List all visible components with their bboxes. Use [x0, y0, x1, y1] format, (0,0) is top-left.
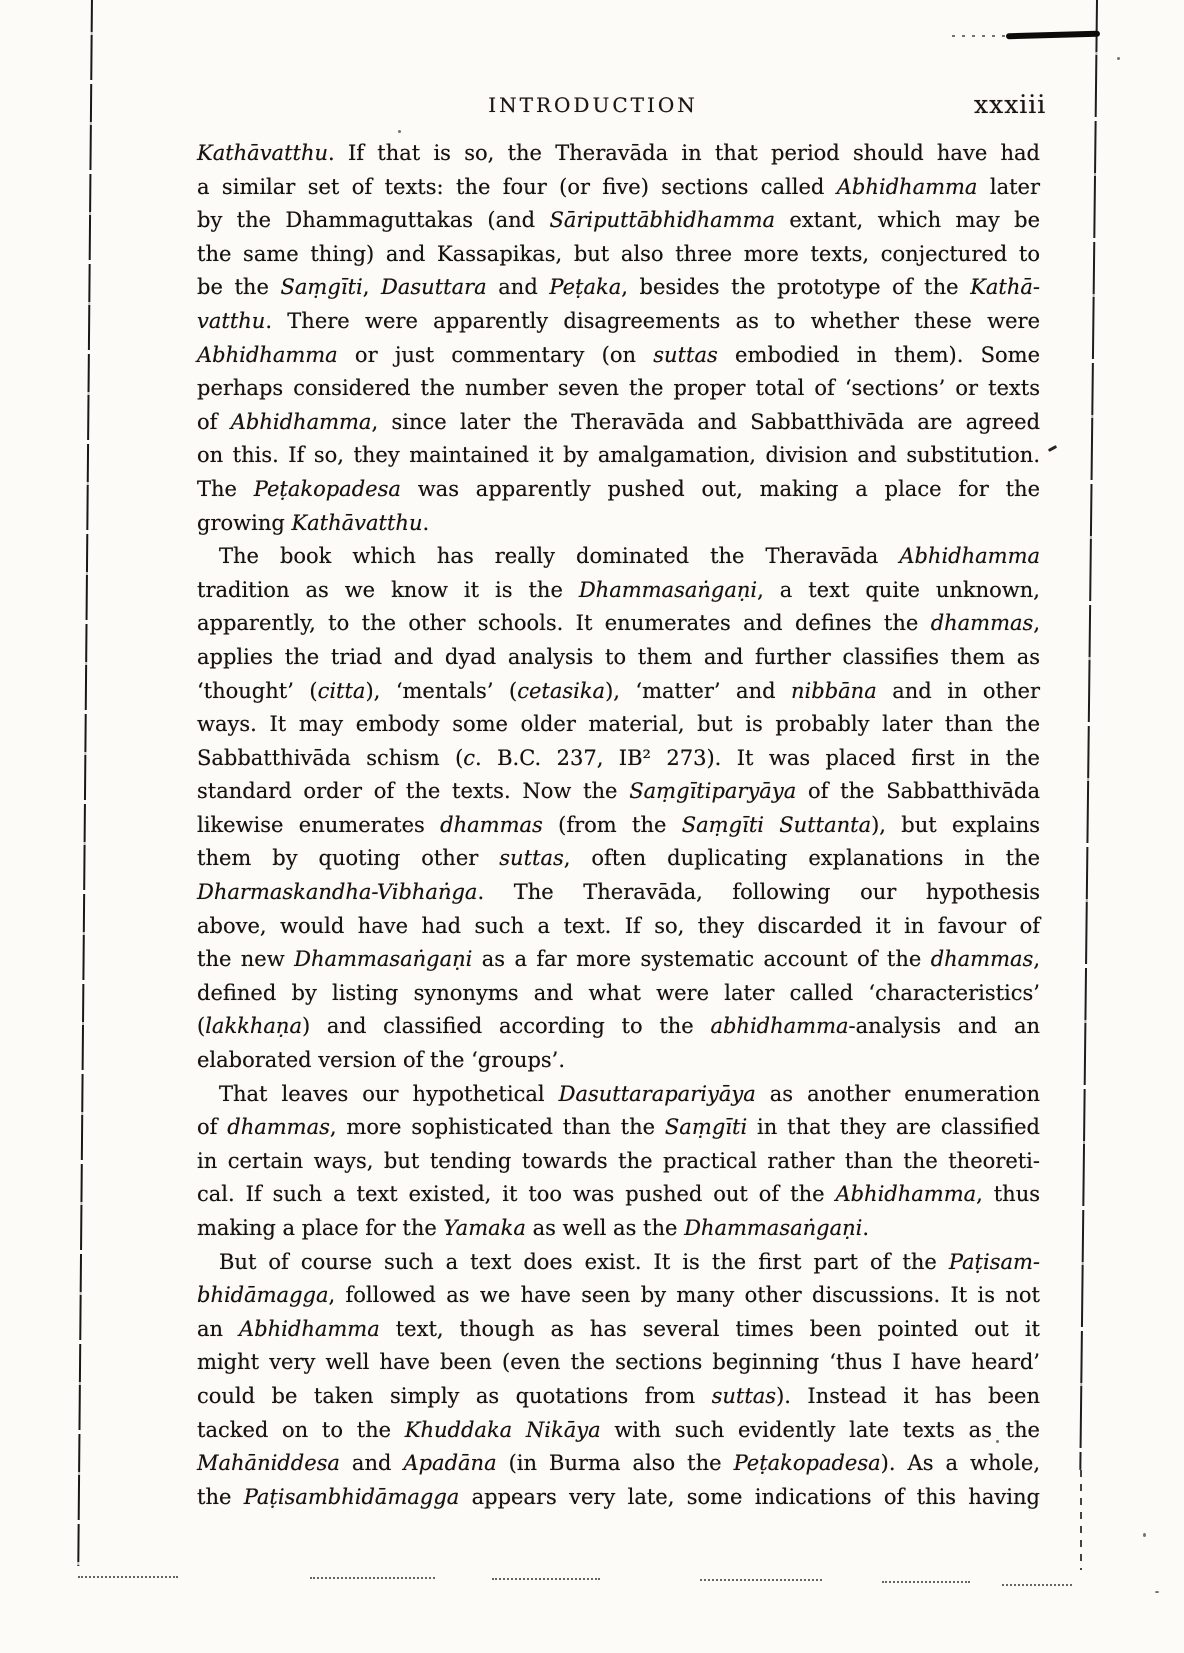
text-segment: and: [339, 1451, 404, 1476]
text-segment: elaborated version of the ‘groups’.: [197, 1048, 566, 1073]
text-line: [197, 1447, 1040, 1481]
text-line: [197, 137, 1040, 171]
text-line: [197, 1212, 1040, 1246]
text-segment: in that they are classified: [747, 1115, 1041, 1140]
text-line: [197, 1414, 1040, 1448]
page-number: xxxiii: [974, 90, 1047, 119]
text-segment: above, would have had such a text. If so, they discarded it in favour of: [197, 913, 1040, 938]
text-segment: , more sophisticated than the: [329, 1115, 665, 1140]
text-segment: perhaps considered the number seven the proper total of ‘sections’ or texts: [197, 376, 1040, 401]
italic-text-segment: abhidhamma: [710, 1014, 849, 1039]
paragraph: [197, 137, 1040, 540]
italic-text-segment: Abhidhamma: [899, 544, 1040, 569]
dash-segment: [492, 1578, 600, 1580]
text-segment: ), but explains: [871, 812, 1040, 837]
text-segment: as well as the: [525, 1216, 685, 1240]
text-line: [197, 775, 1040, 809]
italic-text-segment: suttas: [499, 846, 564, 871]
italic-text-segment: Abhidhamma: [230, 409, 372, 434]
italic-text-segment: lakkhaṇa: [205, 1014, 302, 1039]
dash-segment: [78, 1576, 178, 1578]
text-line: [197, 1145, 1040, 1179]
italic-text-segment: Abhidhamma: [197, 342, 338, 367]
text-line: [197, 1044, 1040, 1078]
text-segment: with such evidently late texts as the: [600, 1417, 1040, 1442]
text-segment: tradition as we know it is the: [197, 577, 579, 602]
text-line: [197, 305, 1040, 339]
text-segment: . B.C. 237, IB² 273). It was placed first in the: [475, 745, 1040, 770]
text-segment: Sabbatthivāda schism (: [197, 745, 464, 770]
text-segment: . The Theravāda, following our hypothesis: [477, 880, 1040, 905]
text-line: [197, 238, 1040, 272]
text-line: [197, 1010, 1040, 1044]
text-segment: (: [197, 1014, 206, 1039]
scan-speck: [1155, 1591, 1159, 1593]
text-segment: be the: [197, 275, 281, 300]
italic-text-segment: Saṃgīti Suttanta: [681, 812, 872, 837]
italic-text-segment: cetasika: [517, 678, 606, 703]
scan-speck: [398, 130, 401, 133]
text-line: [197, 1481, 1040, 1515]
text-segment: tacked on to the: [197, 1417, 405, 1442]
italic-text-segment: Peṭakopadesa: [733, 1451, 881, 1476]
dash-segment: [310, 1577, 435, 1579]
text-segment: them by quoting other: [197, 846, 500, 871]
scan-speck: [1143, 1533, 1146, 1537]
text-line: [197, 708, 1040, 742]
text-segment: ), ‘matter’ and: [605, 678, 792, 703]
text-line: [197, 171, 1040, 205]
text-segment: growing: [197, 510, 292, 535]
running-header-title: INTRODUCTION: [488, 93, 698, 117]
text-segment: might very well have been (even the sections beginning ‘thus I have heard’: [197, 1350, 1040, 1375]
text-line: [197, 1246, 1040, 1280]
italic-text-segment: Saṃgītiparyāya: [629, 779, 797, 804]
text-segment: ,: [362, 275, 382, 300]
italic-text-segment: Abhidhamma: [835, 1182, 977, 1207]
text-segment: a similar set of texts: the four (or five) sections called: [197, 174, 837, 199]
text-line: [197, 1111, 1040, 1145]
text-line: [197, 742, 1040, 776]
italic-text-segment: Peṭaka: [549, 275, 622, 300]
italic-text-segment: Peṭakopadesa: [253, 476, 401, 501]
dash-segment: [700, 1579, 822, 1581]
text-line: [197, 1279, 1040, 1313]
text-line: [197, 574, 1040, 608]
text-segment: could be taken simply as quotations from: [197, 1383, 712, 1408]
text-segment: likewise enumerates: [197, 812, 441, 837]
text-line: [197, 1078, 1040, 1112]
text-line: [197, 271, 1040, 305]
text-segment: (in Burma also the: [496, 1451, 734, 1476]
text-segment: extant, which may be: [775, 208, 1040, 233]
paragraph: [197, 540, 1040, 1078]
italic-text-segment: Abhidhamma: [239, 1316, 380, 1341]
text-segment: making a place for the: [197, 1216, 444, 1240]
text-segment: as another enumeration: [755, 1081, 1040, 1106]
italic-text-segment: Dhammasaṅgaṇi: [578, 577, 758, 602]
italic-text-segment: Abhidhamma: [836, 174, 978, 199]
text-segment: of: [197, 1115, 228, 1140]
text-segment: ways. It may embody some older material, but is probably later than the: [197, 712, 1040, 737]
italic-text-segment: bhidāmagga: [197, 1283, 329, 1308]
dash-segment: [882, 1581, 970, 1583]
italic-text-segment: Dhammasaṅgaṇi: [294, 947, 473, 972]
italic-text-segment: dhammas: [440, 812, 543, 837]
text-segment: ) and classified according to the: [301, 1014, 711, 1039]
paragraph: [197, 1246, 1040, 1515]
text-line: [197, 372, 1040, 406]
italic-text-segment: Paṭisambhidāmagga: [243, 1484, 460, 1509]
text-segment: appears very late, some indications of this having: [459, 1484, 1040, 1509]
italic-text-segment: suttas: [711, 1383, 777, 1408]
text-line: [197, 641, 1040, 675]
italic-text-segment: dhammas: [930, 611, 1034, 636]
italic-text-segment: Dasuttara: [381, 275, 487, 300]
text-segment: ,: [1033, 947, 1040, 972]
text-line: [197, 473, 1040, 507]
text-segment: or just commentary (on: [337, 342, 654, 367]
italic-text-segment: Kathāvatthu: [197, 141, 329, 165]
text-line: [197, 204, 1040, 238]
text-segment: -analysis and an: [848, 1014, 1040, 1039]
text-segment: (from the: [542, 812, 682, 837]
text-segment: by the Dhammaguttakas (and: [197, 208, 550, 233]
text-segment: of: [197, 409, 231, 434]
text-line: [197, 1178, 1040, 1212]
italic-text-segment: Dhammasaṅgaṇi: [684, 1216, 863, 1240]
dash-segment: [1002, 1584, 1072, 1586]
text-segment: But of course such a text does exist. It is the first part of the: [219, 1249, 949, 1274]
italic-text-segment: Mahāniddesa: [197, 1451, 340, 1476]
text-segment: . There were apparently disagreements as to whether these were: [265, 308, 1040, 333]
text-segment: was apparently pushed out, making a place for the: [400, 476, 1040, 501]
text-segment: the: [197, 1484, 244, 1509]
text-segment: applies the triad and dyad analysis to them and further classifies them as: [197, 644, 1040, 669]
text-segment: on this. If so, they maintained it by amalgamation, division and substitution.: [197, 443, 1040, 468]
text-segment: defined by listing synonyms and what were later called ‘characteristics’: [197, 980, 1040, 1005]
italic-text-segment: Yamaka: [443, 1216, 526, 1240]
italic-text-segment: vatthu: [197, 308, 266, 333]
scan-speck: [1117, 57, 1120, 60]
italic-text-segment: Kathāvatthu: [291, 510, 423, 535]
italic-text-segment: Sāriputtābhidhamma: [549, 208, 775, 233]
text-segment: and: [486, 275, 550, 300]
text-line: [197, 809, 1040, 843]
text-segment: ‘thought’ (: [197, 678, 318, 703]
text-segment: later: [977, 174, 1040, 199]
text-segment: , thus: [976, 1182, 1041, 1207]
italic-text-segment: suttas: [653, 342, 718, 367]
text-segment: , since later the Theravāda and Sabbatthivāda are agreed: [371, 409, 1041, 434]
text-segment: ). As a whole,: [880, 1451, 1040, 1476]
text-line: [197, 977, 1040, 1011]
text-segment: ). Instead it has been: [776, 1383, 1040, 1408]
italic-text-segment: dhammas: [930, 947, 1034, 972]
text-line: [197, 910, 1040, 944]
text-segment: and in other: [876, 678, 1040, 703]
text-segment: .: [422, 510, 430, 535]
text-line: [197, 406, 1040, 440]
text-segment: ), ‘mentals’ (: [365, 678, 518, 703]
text-segment: , a text quite unknown,: [757, 577, 1040, 602]
text-line: [197, 507, 1040, 541]
italic-text-segment: c: [463, 745, 476, 770]
italic-text-segment: Paṭisam-: [948, 1249, 1040, 1274]
italic-text-segment: Khuddaka Nikāya: [404, 1417, 601, 1442]
text-line: [197, 943, 1040, 977]
text-segment: , often duplicating explanations in the: [563, 846, 1040, 871]
text-line: [197, 1380, 1040, 1414]
text-line: [197, 1313, 1040, 1347]
italic-text-segment: Kathā-: [970, 275, 1040, 300]
text-segment: , besides the prototype of the: [621, 275, 971, 300]
text-line: [197, 439, 1040, 473]
text-line: [197, 876, 1040, 910]
italic-text-segment: citta: [317, 678, 366, 703]
text-segment: cal. If such a text existed, it too was pushed out of the: [197, 1182, 836, 1207]
text-line: [197, 540, 1040, 574]
text-line: [197, 607, 1040, 641]
text-line: [197, 675, 1040, 709]
text-segment: text, though as has several times been pointed out it: [379, 1316, 1040, 1341]
text-segment: The book which has really dominated the Theravāda: [219, 544, 900, 569]
text-segment: the same thing) and Kassapikas, but also three more texts, conjectured to: [197, 241, 1040, 266]
text-segment: of the Sabbatthivāda: [796, 779, 1040, 804]
paragraph: [197, 1078, 1040, 1246]
text-segment: in certain ways, but tending towards the practical rather than the theoreti-: [197, 1148, 1040, 1173]
italic-text-segment: Saṃgīti: [664, 1115, 748, 1140]
italic-text-segment: nibbāna: [791, 678, 877, 703]
text-segment: . If that is so, the Theravāda in that period should have had: [328, 141, 1040, 165]
text-segment: as a far more systematic account of the: [472, 947, 931, 972]
text-line: [197, 339, 1040, 373]
italic-text-segment: Apadāna: [403, 1451, 497, 1476]
page-body: [197, 137, 1040, 1514]
text-segment: embodied in them). Some: [717, 342, 1040, 367]
italic-text-segment: Saṃgīti: [280, 275, 363, 300]
text-line: [197, 842, 1040, 876]
text-segment: apparently, to the other schools. It enumerates and defines the: [197, 611, 931, 636]
italic-text-segment: dhammas: [227, 1115, 330, 1140]
text-segment: The: [197, 476, 254, 501]
text-segment: That leaves our hypothetical: [219, 1081, 559, 1106]
text-segment: standard order of the texts. Now the: [197, 779, 630, 804]
text-segment: , followed as we have seen by many other discussions. It is not: [328, 1283, 1040, 1308]
text-line: [197, 1346, 1040, 1380]
text-segment: an: [197, 1316, 240, 1341]
italic-text-segment: Dharmaskandha-Vibhaṅga: [197, 880, 478, 905]
text-segment: ,: [1033, 611, 1040, 636]
text-segment: .: [862, 1216, 870, 1240]
text-segment: the new: [197, 947, 295, 972]
italic-text-segment: Dasuttarapariyāya: [558, 1081, 756, 1106]
